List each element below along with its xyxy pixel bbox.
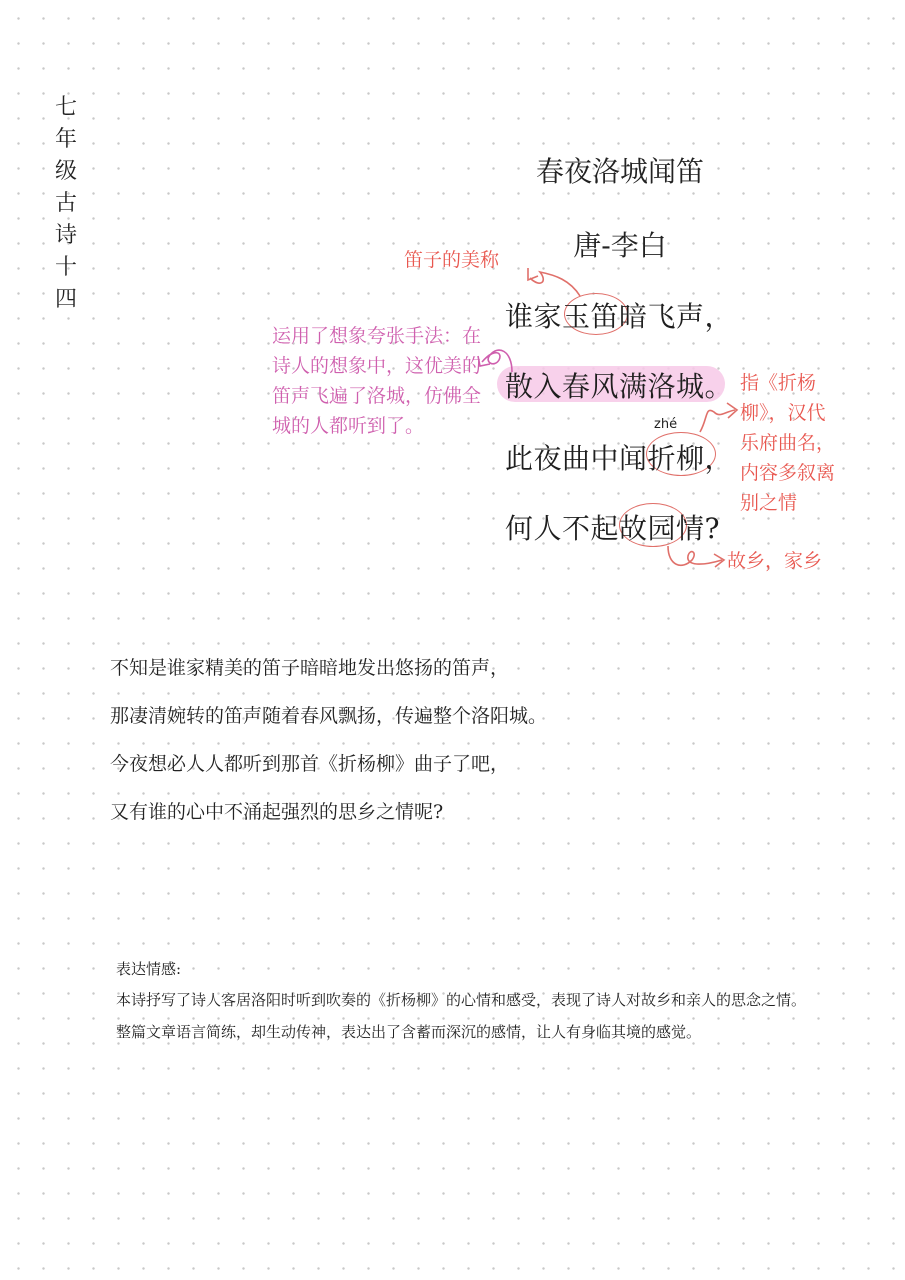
translation xyxy=(110,650,810,842)
poem-line-2: 散入春风满洛城。 xyxy=(505,370,734,403)
note-zheliu-line: 乐府曲名， xyxy=(740,432,836,454)
arrowhead-guyuan xyxy=(714,554,724,567)
poem-line-1: 谁家玉笛暗飞声， xyxy=(505,300,734,333)
poem-line-4: 何人不起故园情? xyxy=(505,512,721,545)
note-yudi: 笛子的美称 xyxy=(404,249,500,271)
side-label: 七年级古诗十四 xyxy=(54,95,77,312)
note-zheliu-line: 指《折杨 xyxy=(740,372,817,394)
arrow-yudi xyxy=(530,272,580,296)
note-zheliu-line: 别之情 xyxy=(740,492,798,514)
arrowhead-zheliu xyxy=(727,403,737,418)
pinyin-zhe: zhé xyxy=(654,417,678,432)
note-imagination: 运用了想象夸张手法：在诗人的想象中，这优美的笛声飞遍了洛城，仿佛全城的人都听到了。 xyxy=(272,325,482,437)
emotion-title: 表达情感: xyxy=(116,960,182,978)
translation-line: 不知是谁家精美的笛子暗暗地发出悠扬的笛声， xyxy=(110,657,510,679)
arrow-guyuan xyxy=(668,546,722,565)
poem-title: 春夜洛城闻笛 xyxy=(535,155,704,188)
note-guyuan: 故乡，家乡 xyxy=(727,550,823,572)
poem-line-3: 此夜曲中闻折柳， xyxy=(505,442,734,475)
poem-author: 唐-李白 xyxy=(573,229,667,262)
arrow-zheliu xyxy=(700,410,735,432)
translation-line: 又有谁的心中不涌起强烈的思乡之情呢? xyxy=(110,801,444,823)
arrowhead-yudi xyxy=(528,268,538,280)
translation-line: 今夜想必人人都听到那首《折杨柳》曲子了吧， xyxy=(110,753,510,775)
emotion-body: 本诗抒写了诗人客居洛阳时听到吹奏的《折杨柳》的心情和感受，表现了诗人对故乡和亲人的思念之情。整篇文章语言简练，却生动传神，表达出了含蓄而深沉的感情，让人有身临其境的感觉。 xyxy=(116,991,807,1041)
note-zheliu-line: 柳》，汉代 xyxy=(740,402,826,424)
translation-line: 那凄清婉转的笛声随着春风飘扬，传遍整个洛阳城。 xyxy=(110,705,548,727)
note-zheliu-line: 内容多叙离 xyxy=(740,462,836,484)
